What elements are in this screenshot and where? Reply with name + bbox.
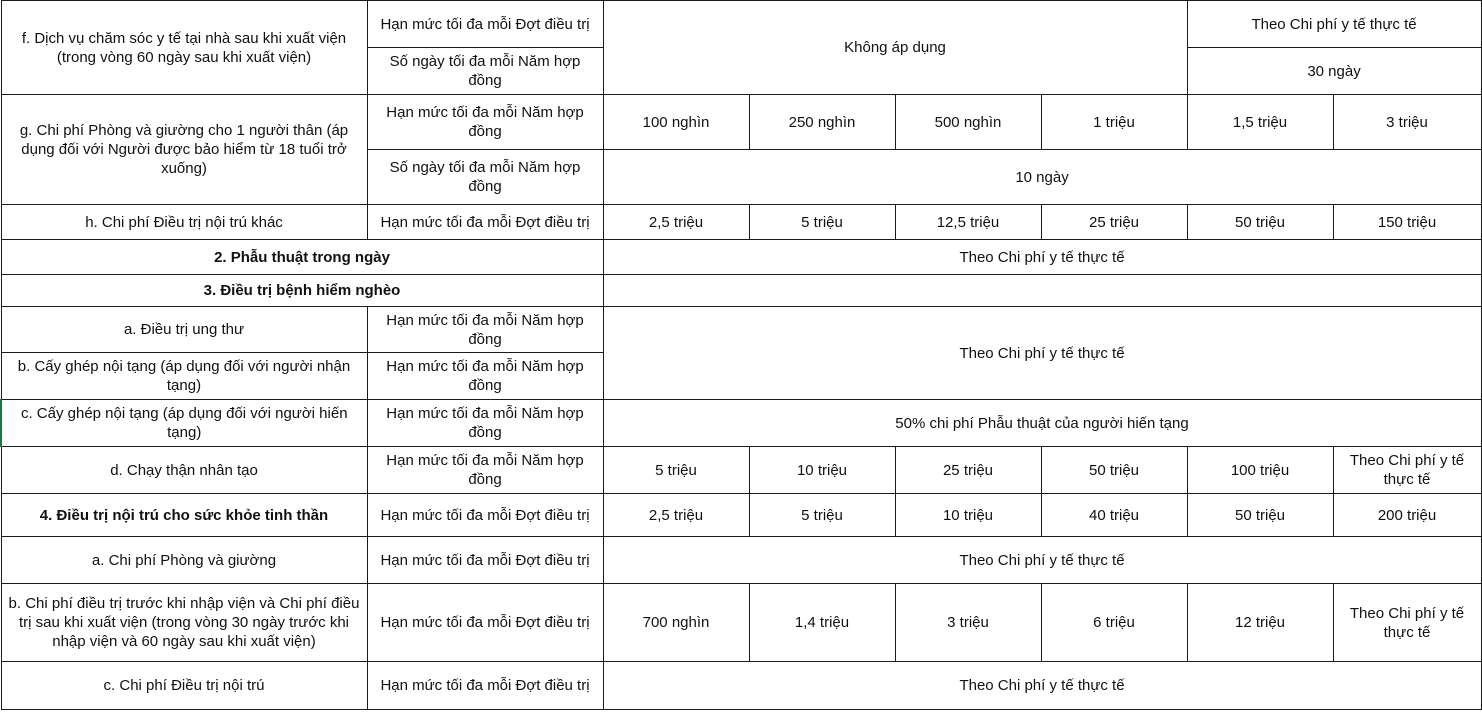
row-criterion: Hạn mức tối đa mỗi Năm hợp đồng: [367, 95, 603, 150]
value-cell: 25 triệu: [895, 447, 1041, 494]
row-criterion: Hạn mức tối đa mỗi Đợt điều trị: [367, 494, 603, 537]
value-cell: 10 triệu: [749, 447, 895, 494]
value-cell: 250 nghìn: [749, 95, 895, 150]
value-cell: 50 triệu: [1187, 205, 1333, 240]
value-cell: 5 triệu: [603, 447, 749, 494]
value-cell: Theo Chi phí y tế thực tế: [603, 240, 1481, 275]
value-cell: 3 triệu: [1333, 95, 1481, 150]
table-row: [1, 275, 1481, 307]
value-cell: 1,4 triệu: [749, 584, 895, 662]
value-cell: Theo Chi phí y tế thực tế: [603, 307, 1481, 400]
row-label: b. Cấy ghép nội tạng (áp dụng đối với người nhận tạng): [1, 353, 367, 400]
value-cell: Không áp dụng: [603, 1, 1187, 95]
value-cell: Theo Chi phí y tế thực tế: [1333, 447, 1481, 494]
value-cell: 10 triệu: [895, 494, 1041, 537]
row-criterion: Số ngày tối đa mỗi Năm hợp đồng: [367, 150, 603, 205]
value-cell: 2,5 triệu: [603, 494, 749, 537]
value-cell: 500 nghìn: [895, 95, 1041, 150]
table-row: [1, 205, 1481, 240]
row-criterion: Số ngày tối đa mỗi Năm hợp đồng: [367, 48, 603, 95]
row-label: c. Chi phí Điều trị nội trú: [1, 662, 367, 710]
value-cell: 700 nghìn: [603, 584, 749, 662]
table-row: [1, 400, 1481, 447]
value-cell: 6 triệu: [1041, 584, 1187, 662]
value-cell: 3 triệu: [895, 584, 1041, 662]
row-criterion: Hạn mức tối đa mỗi Đợt điều trị: [367, 662, 603, 710]
row-label: g. Chi phí Phòng và giường cho 1 người thân (áp dụng đối với Người được bảo hiểm từ 18 tuổi trở xuống): [1, 95, 367, 205]
row-criterion: Hạn mức tối đa mỗi Đợt điều trị: [367, 1, 603, 48]
value-cell: 40 triệu: [1041, 494, 1187, 537]
row-criterion: Hạn mức tối đa mỗi Năm hợp đồng: [367, 353, 603, 400]
row-label: b. Chi phí điều trị trước khi nhập viện và Chi phí điều trị sau khi xuất viện (trong vòng 30 ngày trước khi nhập viện và 60 ngày sau khi xuất viện): [1, 584, 367, 662]
value-cell: 2,5 triệu: [603, 205, 749, 240]
table-row: [1, 662, 1481, 710]
row-label: d. Chạy thận nhân tạo: [1, 447, 367, 494]
table-row: [1, 494, 1481, 537]
table-row: [1, 307, 1481, 353]
section-heading: 2. Phẫu thuật trong ngày: [1, 240, 603, 275]
value-cell: Theo Chi phí y tế thực tế: [1333, 584, 1481, 662]
value-cell: 50 triệu: [1041, 447, 1187, 494]
value-cell: 5 triệu: [749, 205, 895, 240]
section-heading: 4. Điều trị nội trú cho sức khỏe tinh thần: [1, 494, 367, 537]
row-label: h. Chi phí Điều trị nội trú khác: [1, 205, 367, 240]
value-cell: 10 ngày: [603, 150, 1481, 205]
value-cell: Theo Chi phí y tế thực tế: [1187, 1, 1481, 48]
value-cell: 200 triệu: [1333, 494, 1481, 537]
row-criterion: Hạn mức tối đa mỗi Năm hợp đồng: [367, 447, 603, 494]
value-cell: Theo Chi phí y tế thực tế: [603, 537, 1481, 584]
value-cell: 12 triệu: [1187, 584, 1333, 662]
value-cell: 25 triệu: [1041, 205, 1187, 240]
table-row: [1, 95, 1481, 150]
value-cell-empty: [603, 275, 1481, 307]
section-heading: 3. Điều trị bệnh hiểm nghèo: [1, 275, 603, 307]
value-cell: 1,5 triệu: [1187, 95, 1333, 150]
table-row: [1, 240, 1481, 275]
value-cell: 100 triệu: [1187, 447, 1333, 494]
table-row: [1, 447, 1481, 494]
value-cell: 50 triệu: [1187, 494, 1333, 537]
table-row: [1, 1, 1481, 48]
value-cell: 50% chi phí Phẫu thuật của người hiến tạng: [603, 400, 1481, 447]
value-cell: 12,5 triệu: [895, 205, 1041, 240]
table-row: [1, 584, 1481, 662]
row-label: f. Dịch vụ chăm sóc y tế tại nhà sau khi xuất viện (trong vòng 60 ngày sau khi xuất viện): [1, 1, 367, 95]
row-label: a. Chi phí Phòng và giường: [1, 537, 367, 584]
row-label: a. Điều trị ung thư: [1, 307, 367, 353]
row-criterion: Hạn mức tối đa mỗi Năm hợp đồng: [367, 307, 603, 353]
value-cell: 30 ngày: [1187, 48, 1481, 95]
row-label: c. Cấy ghép nội tạng (áp dụng đối với người hiến tạng): [1, 400, 367, 447]
value-cell: 5 triệu: [749, 494, 895, 537]
value-cell: 1 triệu: [1041, 95, 1187, 150]
row-criterion: Hạn mức tối đa mỗi Năm hợp đồng: [367, 400, 603, 447]
table-row: [1, 537, 1481, 584]
row-criterion: Hạn mức tối đa mỗi Đợt điều trị: [367, 537, 603, 584]
value-cell: 150 triệu: [1333, 205, 1481, 240]
value-cell: Theo Chi phí y tế thực tế: [603, 662, 1481, 710]
row-criterion: Hạn mức tối đa mỗi Đợt điều trị: [367, 205, 603, 240]
value-cell: 100 nghìn: [603, 95, 749, 150]
row-criterion: Hạn mức tối đa mỗi Đợt điều trị: [367, 584, 603, 662]
